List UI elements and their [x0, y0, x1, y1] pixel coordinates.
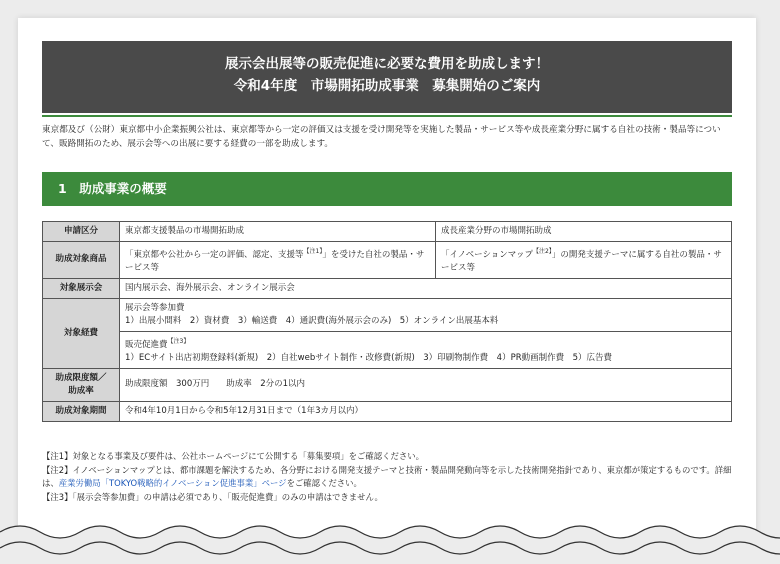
table-cell: 成長産業分野の市場開拓助成 [436, 222, 732, 242]
torn-edge-divider [0, 514, 780, 564]
expense-block-1 [120, 299, 731, 332]
expense-title: 展示会等参加費 [125, 302, 185, 313]
row-header-line: 助成限度額／ [55, 372, 107, 383]
row-header: 助成対象期間 [43, 401, 120, 421]
note-text: をご確認ください。 [286, 478, 362, 488]
table-row [43, 242, 732, 279]
note-3: 【注3】「展示会等参加費」の申請は必須であり、「販売促進費」のみの申請はできません。 [42, 491, 383, 502]
footnotes [42, 450, 732, 504]
note-2 [42, 464, 732, 491]
section-heading: 1 助成事業の概要 [42, 172, 732, 206]
row-header: 申請区分 [43, 222, 120, 242]
document-page [18, 18, 756, 564]
table-row [43, 278, 732, 298]
banner-divider [42, 115, 732, 117]
table-cell: 東京都支援製品の市場開拓助成 [120, 222, 436, 242]
table-cell [120, 242, 436, 279]
table-row [43, 222, 732, 242]
overview-table [42, 221, 732, 422]
banner-line-1: 展示会出展等の販売促進に必要な費用を助成します！ [225, 56, 549, 72]
title-banner [42, 41, 732, 113]
row-header-line: 助成率 [68, 385, 94, 396]
row-header [43, 368, 120, 401]
cell-text: 「イノベーションマップ [441, 249, 533, 260]
table-cell [436, 242, 732, 279]
table-cell: 国内展示会、海外展示会、オンライン展示会 [120, 278, 732, 298]
table-cell [120, 298, 732, 368]
row-header: 助成対象商品 [43, 242, 120, 279]
note-text: 【注2】イノベーションマップとは、都市課題を解決するため、各分野における開発支援テーマと技術・製品開発動向等を示した技術開発指針であり、東京都が策定するものです。詳細は、 [42, 464, 732, 488]
expense-title-text: 販売促進費 [125, 339, 168, 350]
table-cell: 助成限度額 300万円 助成率 2分の1以内 [120, 368, 732, 401]
table-cell: 令和4年10月1日から令和5年12月31日まで（1年3カ月以内） [120, 401, 732, 421]
row-header: 対象経費 [43, 298, 120, 368]
note-ref: 【注2】 [532, 248, 552, 255]
table-row [43, 401, 732, 421]
expense-title [125, 335, 726, 352]
table-row [43, 368, 732, 401]
innovation-page-link[interactable]: 産業労働局「TOKYO戦略的イノベーション促進事業」ページ [58, 478, 287, 488]
cell-text: 」を受けた自社の製品・サービス等 [125, 249, 425, 273]
banner-line-2: 令和4年度 市場開拓助成事業 募集開始のご案内 [233, 78, 541, 94]
expense-items: 1）ECサイト出店初期登録料(新規) 2）自社webサイト制作・改修費(新規) 3）印刷物制作費 4）PR動画制作費 5）広告費 [125, 352, 613, 363]
row-header: 対象展示会 [43, 278, 120, 298]
intro-paragraph: 東京都及び（公財）東京都中小企業振興公社は、東京都等から一定の評価又は支援を受け開発等を実施した製品・サービス等や成長産業分野に属する自社の技術・製品等について、販路開拓のため、展示会等への出展に要する経費の一部を助成します。 [42, 125, 721, 149]
note-ref: 【注3】 [167, 337, 190, 345]
cell-text: 」の開発支援テーマに属する自社の製品・サービス等 [441, 249, 722, 273]
expense-block-2 [120, 332, 731, 368]
note-ref: 【注1】 [303, 248, 323, 255]
table-row [43, 298, 732, 368]
note-1: 【注1】対象となる事業及び要件は、公社ホームページにて公開する「募集要項」をご確認ください。 [42, 451, 425, 461]
expense-items: 1）出展小間料 2）資材費 3）輸送費 4）通訳費(海外展示会のみ) 5）オンライン出展基本料 [125, 315, 499, 326]
cell-text: 「東京都や公社から一定の評価、認定、支援等 [125, 249, 304, 260]
